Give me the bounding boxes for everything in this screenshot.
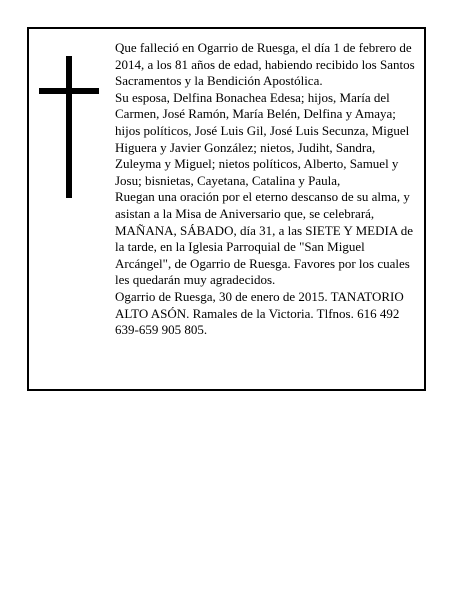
notice-paragraph-family: Su esposa, Delfina Bonachea Edesa; hijos, María del Carmen, José Ramón, María Belén, Delfina y Amaya; hijos políticos, José Luis Gil, José Luis Secunza, Miguel Higuera y Javier González; nietos, Judiht, Sandra, Zuleyma y Miguel; nietos políticos, Alberto, Samuel y Josu; bisnietas, Cayetana, Catalina y Paula, [115, 89, 410, 188]
notice-paragraph-contact: Ogarrio de Ruesga, 30 de enero de 2015. TANATORIO ALTO ASÓN. Ramales de la Victoria. Tlfnos. 616 492 639-659 905 805. [115, 288, 404, 338]
obituary-notice [27, 27, 426, 391]
notice-paragraph-death: Que falleció en Ogarrio de Ruesga, el día 1 de febrero de 2014, a los 81 años de edad, habiendo recibido los Santos Sacramentos y la Bendición Apostólica. [115, 40, 415, 89]
notice-paragraph-mass: Ruegan una oración por el eterno descanso de su alma, y asistan a la Misa de Aniversario que, se celebrará, MAÑANA, SÁBADO, día 31, a las SIETE Y MEDIA de la tarde, en la Iglesia Parroquial de "San Miguel Arcángel", de Ogarrio de Ruesga. Favores por los cuales les quedarán muy agradecidos. [115, 189, 414, 288]
cross-vertical-bar [66, 56, 72, 198]
cross-horizontal-bar [39, 88, 99, 94]
notice-body [115, 40, 423, 339]
cross-icon [39, 56, 99, 198]
